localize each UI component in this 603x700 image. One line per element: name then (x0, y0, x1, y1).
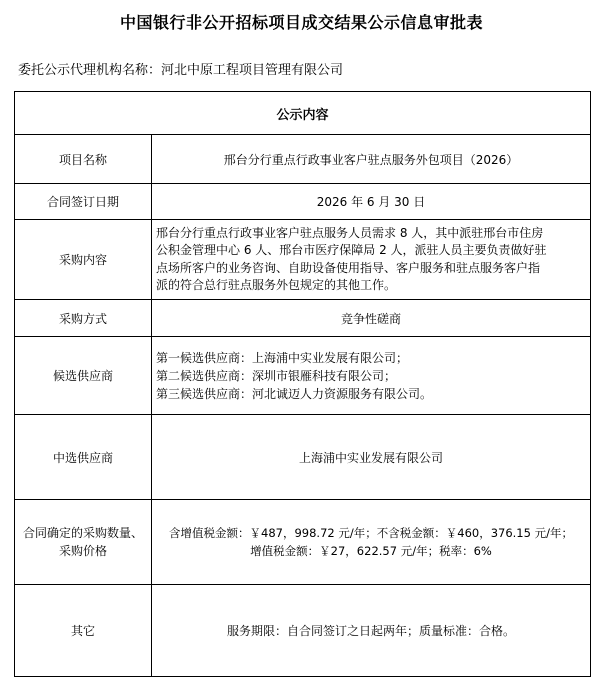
candidate-line: 第一候选供应商：上海浦中实业发展有限公司； (156, 350, 409, 365)
row-candidates (15, 337, 591, 415)
winner-value: 上海浦中实业发展有限公司 (152, 415, 591, 500)
agency-label: 委托公示代理机构名称： (18, 63, 162, 78)
content-line: 派的符合总行驻点服务外包规定的其他工作。 (156, 278, 397, 292)
method-label: 采购方式 (15, 300, 152, 337)
content-line: 邢台分行重点行政事业客户驻点服务人员需求 8 人，其中派驻邢台市住房 (156, 225, 544, 240)
price-line: 含增值税金额：￥487，998.72 元/年；不含税金额：￥460，376.15 元/年； (169, 526, 573, 540)
price-label (15, 500, 152, 585)
content-label: 采购内容 (15, 220, 152, 300)
agency-name: 河北中原工程项目管理有限公司 (161, 63, 344, 78)
table-header: 公示内容 (15, 92, 591, 135)
row-price (15, 500, 591, 585)
candidate-line: 第三候选供应商：河北诚迈人力资源服务有限公司。 (156, 386, 433, 401)
content-line: 公积金管理中心 6 人、邢台市医疗保障局 2 人，派驻人员主要负责做好驻 (156, 243, 547, 257)
candidates-label: 候选供应商 (15, 337, 152, 415)
price-label-line: 采购价格 (58, 544, 107, 558)
row-project (15, 135, 591, 184)
page-title: 中国银行非公开招标项目成交结果公示信息审批表 (119, 13, 483, 32)
row-content (15, 220, 591, 300)
price-value (152, 500, 591, 585)
sign-date-label: 合同签订日期 (15, 184, 152, 220)
project-name-label: 项目名称 (15, 135, 152, 184)
agency-line (18, 59, 343, 78)
table-header-row (15, 92, 591, 135)
row-winner (15, 415, 591, 500)
row-method (15, 300, 591, 337)
content-value (152, 220, 591, 300)
price-label-line: 合同确定的采购数量、 (22, 526, 143, 540)
candidates-value (152, 337, 591, 415)
content-line: 点场所客户的业务咨询、自助设备使用指导、客户服务和驻点服务客户指 (156, 260, 541, 275)
method-value: 竞争性磋商 (152, 300, 591, 337)
other-label: 其它 (15, 585, 152, 677)
candidate-line: 第二候选供应商：深圳市银雁科技有限公司； (156, 368, 397, 383)
approval-table (14, 91, 591, 677)
row-other (15, 585, 591, 677)
row-sign-date (15, 184, 591, 220)
project-name-value: 邢台分行重点行政事业客户驻点服务外包项目（2026） (152, 135, 591, 184)
sign-date-value: 2026 年 6 月 30 日 (152, 184, 591, 220)
other-value: 服务期限：自合同签订之日起两年；质量标准：合格。 (152, 585, 591, 677)
price-line: 增值税金额：￥27，622.57 元/年；税率：6% (250, 544, 492, 558)
winner-label: 中选供应商 (15, 415, 152, 500)
